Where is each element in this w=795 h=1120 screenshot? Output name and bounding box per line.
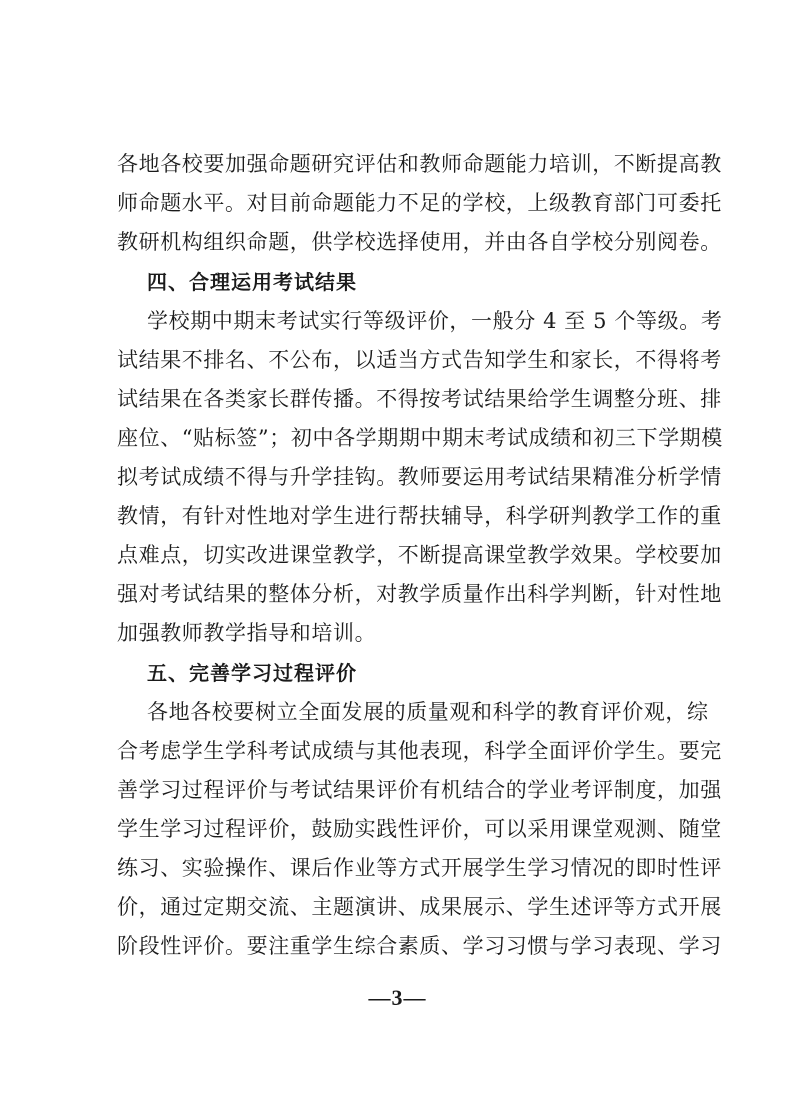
paragraph-line: 各地各校要树立全面发展的质量观和科学的教育评价观，综 <box>147 700 709 724</box>
paragraph-line: 价，通过定期交流、主题演讲、成果展示、学生述评等方式开展 <box>117 895 722 919</box>
paragraph-line: 试结果不排名、不公布，以适当方式告知学生和家长，不得将考 <box>117 348 722 372</box>
section-heading-5: 五、完善学习过程评价 <box>147 661 357 685</box>
paragraph-line: 加强教师教学指导和培训。 <box>117 621 377 645</box>
paragraph-line: 各地各校要加强命题研究评估和教师命题能力培训，不断提高教 <box>117 152 722 176</box>
paragraph-line: 学生学习过程评价，鼓励实践性评价，可以采用课堂观测、随堂 <box>117 817 722 841</box>
paragraph-line: 练习、实验操作、课后作业等方式开展学生学习情况的即时性评 <box>117 856 722 880</box>
paragraph-line: 试结果在各类家长群传播。不得按考试结果给学生调整分班、排 <box>117 387 722 411</box>
paragraph-line: 合考虑学生学科考试成绩与其他表现，科学全面评价学生。要完 <box>117 739 722 763</box>
paragraph-line: 点难点，切实改进课堂教学，不断提高课堂教学效果。学校要加 <box>117 543 722 567</box>
page-number: —3— <box>368 985 427 1010</box>
paragraph-line: 教情，有针对性地对学生进行帮扶辅导，科学研判教学工作的重 <box>117 504 722 528</box>
paragraph-line: 师命题水平。对目前命题能力不足的学校，上级教育部门可委托 <box>117 191 722 215</box>
paragraph-line: 教研机构组织命题，供学校选择使用，并由各自学校分别阅卷。 <box>117 230 722 254</box>
paragraph-line: 强对考试结果的整体分析，对教学质量作出科学判断，针对性地 <box>117 582 722 606</box>
paragraph-line: 座位、“贴标签”；初中各学期期中期末考试成绩和初三下学期模 <box>117 426 723 450</box>
paragraph-line: 阶段性评价。要注重学生综合素质、学习习惯与学习表现、学习 <box>117 934 722 958</box>
paragraph-line: 拟考试成绩不得与升学挂钩。教师要运用考试结果精准分析学情 <box>117 465 722 489</box>
section-heading-4: 四、合理运用考试结果 <box>147 270 357 294</box>
paragraph-line: 善学习过程评价与考试结果评价有机结合的学业考评制度，加强 <box>117 778 722 802</box>
paragraph-line: 学校期中期末考试实行等级评价，一般分 4 至 5 个等级。考 <box>147 309 723 333</box>
